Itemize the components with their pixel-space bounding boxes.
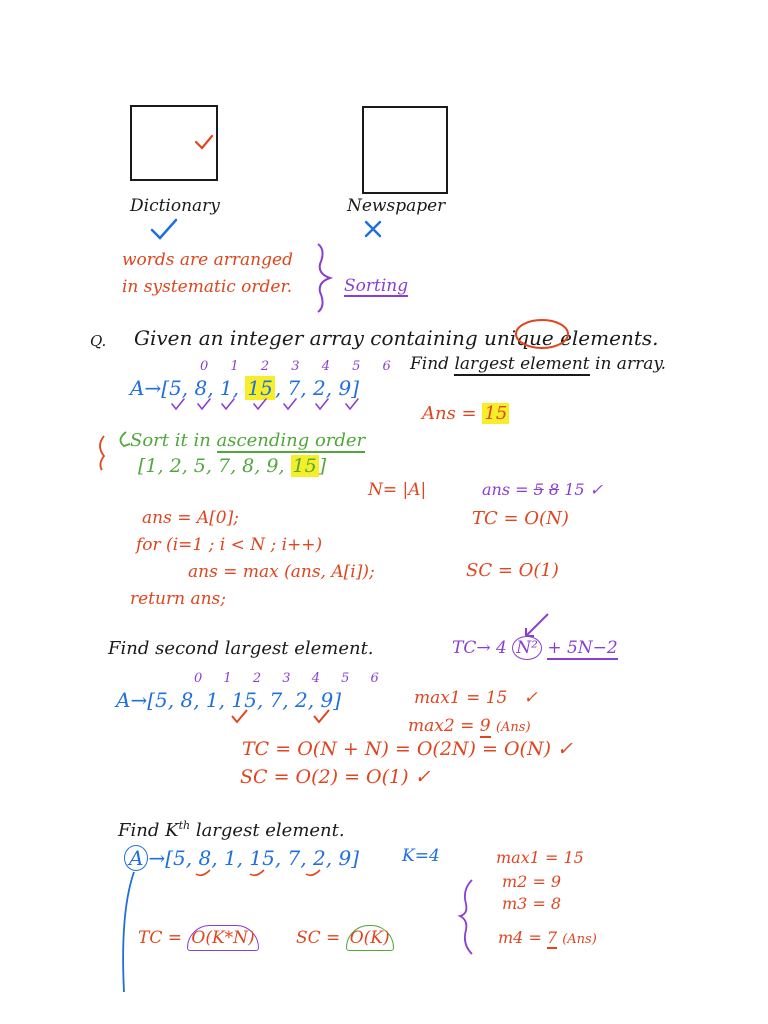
q3-title: Find $K^{th}$ largest element. <box>118 819 345 841</box>
newspaper-label: Newspaper <box>347 196 446 216</box>
q2-time-complexity: TC = O(N + N) = O(2N) = O(N) ✓ <box>242 738 573 760</box>
dictionary-label: Dictionary <box>130 196 220 216</box>
q1-answer-value: 15 <box>484 403 508 424</box>
q1-index: 0 <box>200 359 209 374</box>
k-circled: O(K) <box>346 925 394 951</box>
n-squared-circled: N² <box>512 636 542 660</box>
kth-step-3: m3 = 8 <box>502 894 562 913</box>
ans-trace: ans = 5 8 15 ✓ <box>482 480 604 499</box>
q1-index: 5 <box>352 359 361 374</box>
array-value: 2 <box>313 376 326 400</box>
newspaper-cross-icon <box>366 222 380 236</box>
q3-space-complexity: SC = O(K) <box>296 930 394 947</box>
q2-tc-expression: TC→ 4 N² + 5N−2 <box>452 638 618 658</box>
array-label: A→ <box>130 376 162 400</box>
array-label-circled: A <box>124 845 148 871</box>
kn-circled: O(K*N) <box>187 925 258 951</box>
kth-step-2: m2 = 9 <box>502 872 562 891</box>
sorting-brace <box>318 244 330 312</box>
q3-time-complexity: TC = O(K*N) <box>138 930 259 947</box>
max2-line: max2 = 9 (Ans) <box>408 716 531 736</box>
code-line-1: ans = A[0]; <box>142 508 239 528</box>
q1-index: 2 <box>260 359 270 374</box>
q1-index: 3 <box>291 359 300 374</box>
q1-index: 4 <box>321 359 330 374</box>
sort-note: Sort it in ascending order <box>130 430 366 451</box>
q3-array: A →[5, 8, 1, 15, 7, 2, 9] <box>124 848 359 868</box>
sorted-max-highlighted: 15 <box>292 455 317 477</box>
q1-time-complexity: TC = O(N) <box>472 508 569 529</box>
q1-index: 6 <box>382 359 391 374</box>
array-value: 7 <box>287 376 301 400</box>
q1-answer: Ans = 15 <box>422 403 508 424</box>
q2-space-complexity: SC = O(2) = O(1) ✓ <box>240 766 431 788</box>
array-value: 1 <box>219 376 233 400</box>
array-value: 9 <box>338 376 352 400</box>
q1-index: 1 <box>230 359 239 374</box>
k-definition: K=4 <box>402 846 440 866</box>
sorting-label: Sorting <box>344 276 409 296</box>
q1-statement: Given an integer array containing unique elements. <box>134 326 659 350</box>
q2-indices: 0 1 2 3 4 5 6 <box>194 671 379 686</box>
code-line-3: ans = max (ans, A[i]); <box>188 562 375 582</box>
array-value: 8 <box>194 376 208 400</box>
n-definition: N= |A| <box>368 480 427 500</box>
intro-note-line1: words are arranged <box>122 250 293 270</box>
code-line-4: return ans; <box>130 589 226 609</box>
ascending-order-emph: ascending order <box>216 430 366 451</box>
q1-statement-line2: Find largest element in array. <box>410 354 667 374</box>
intro-note-line2: in systematic order. <box>122 277 293 297</box>
kth-step-1: max1 = 15 <box>496 848 584 867</box>
q2-title: Find second largest element. <box>108 638 374 659</box>
largest-element-emph: largest element <box>454 354 590 374</box>
kth-step-4: m4 = 7 (Ans) <box>498 928 597 947</box>
array-value: 5 <box>169 376 182 400</box>
q2-array: A→[5, 8, 1, 15, 7, 2, 9] <box>116 688 341 712</box>
sorted-array: [1, 2, 5, 7, 8, 9, 15 ] <box>138 455 327 477</box>
q1-array: A→[5, 8, 1, 15 , 7, 2, 9] <box>130 376 359 400</box>
q1-marker: Q. <box>90 332 107 350</box>
max1-line: max1 = 15 ✓ <box>414 688 538 708</box>
array-value-highlighted: 15 <box>247 376 273 400</box>
code-line-2: for (i=1 ; i < N ; i++) <box>136 535 323 555</box>
dictionary-check-icon <box>152 220 176 238</box>
q1-space-complexity: SC = O(1) <box>466 560 559 581</box>
